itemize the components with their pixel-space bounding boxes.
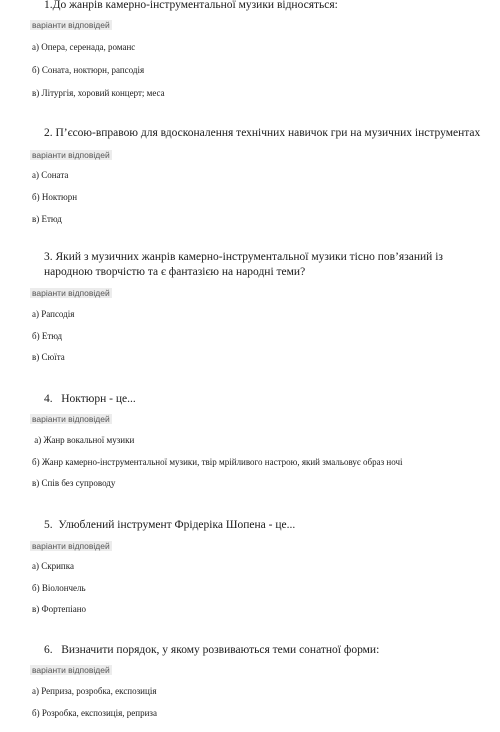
variants-label: варіанти відповідей [32,665,110,675]
variants-label: варіанти відповідей [32,541,110,551]
question-6-title: 6. Визначити порядок, у якому розвиваються теми сонатної форми: [44,644,380,656]
option-c: в) Сюїта [32,352,65,362]
option-b: б) Розробка, експозиція, реприза [32,708,157,718]
option-b: б) Соната, ноктюрн, рапсодія [32,65,145,75]
question-3-title-line-2: народною творчістю та є фантазією на народні теми? [44,266,306,278]
option-b: б) Етюд [32,331,63,341]
option-b: б) Жанр камерно-інструментальної музики, твір мрійливого настрою, який змальовує образ ночі [32,457,403,467]
question-2-title: 2. П’єсою-вправою для вдосконалення технічних навичок гри на музичних інструментах [44,127,481,139]
option-a: а) Жанр вокальної музики [32,435,135,445]
variants-label: варіанти відповідей [32,20,110,30]
option-a: а) Реприза, розробка, експозиція [32,686,157,696]
option-c: в) Спів без супроводу [32,478,116,488]
option-c: в) Літургія, хоровий концерт; меса [32,88,165,98]
question-1-title: 1.До жанрів камерно-інструментальної музики відносяться: [44,0,338,11]
variants-label: варіанти відповідей [32,150,110,160]
option-b: б) Ноктюрн [32,192,78,202]
option-a: а) Скрипка [32,561,74,571]
question-5-title: 5. Улюблений інструмент Фрідеріка Шопена - це... [44,519,296,531]
variants-label: варіанти відповідей [32,288,110,298]
option-c: в) Фортепіано [32,604,87,614]
option-a: а) Рапсодія [32,309,75,319]
option-a: а) Соната [32,170,69,180]
question-4-title: 4. Ноктюрн - це... [44,393,136,405]
option-c: в) Етюд [32,214,62,224]
question-3-title-line-1: 3. Який з музичних жанрів камерно-інструментальної музики тісно пов’язаний із [44,251,443,263]
option-a: а) Опера, серенада, романс [32,42,136,52]
option-b: б) Віолончель [32,583,86,593]
variants-label: варіанти відповідей [32,414,110,424]
